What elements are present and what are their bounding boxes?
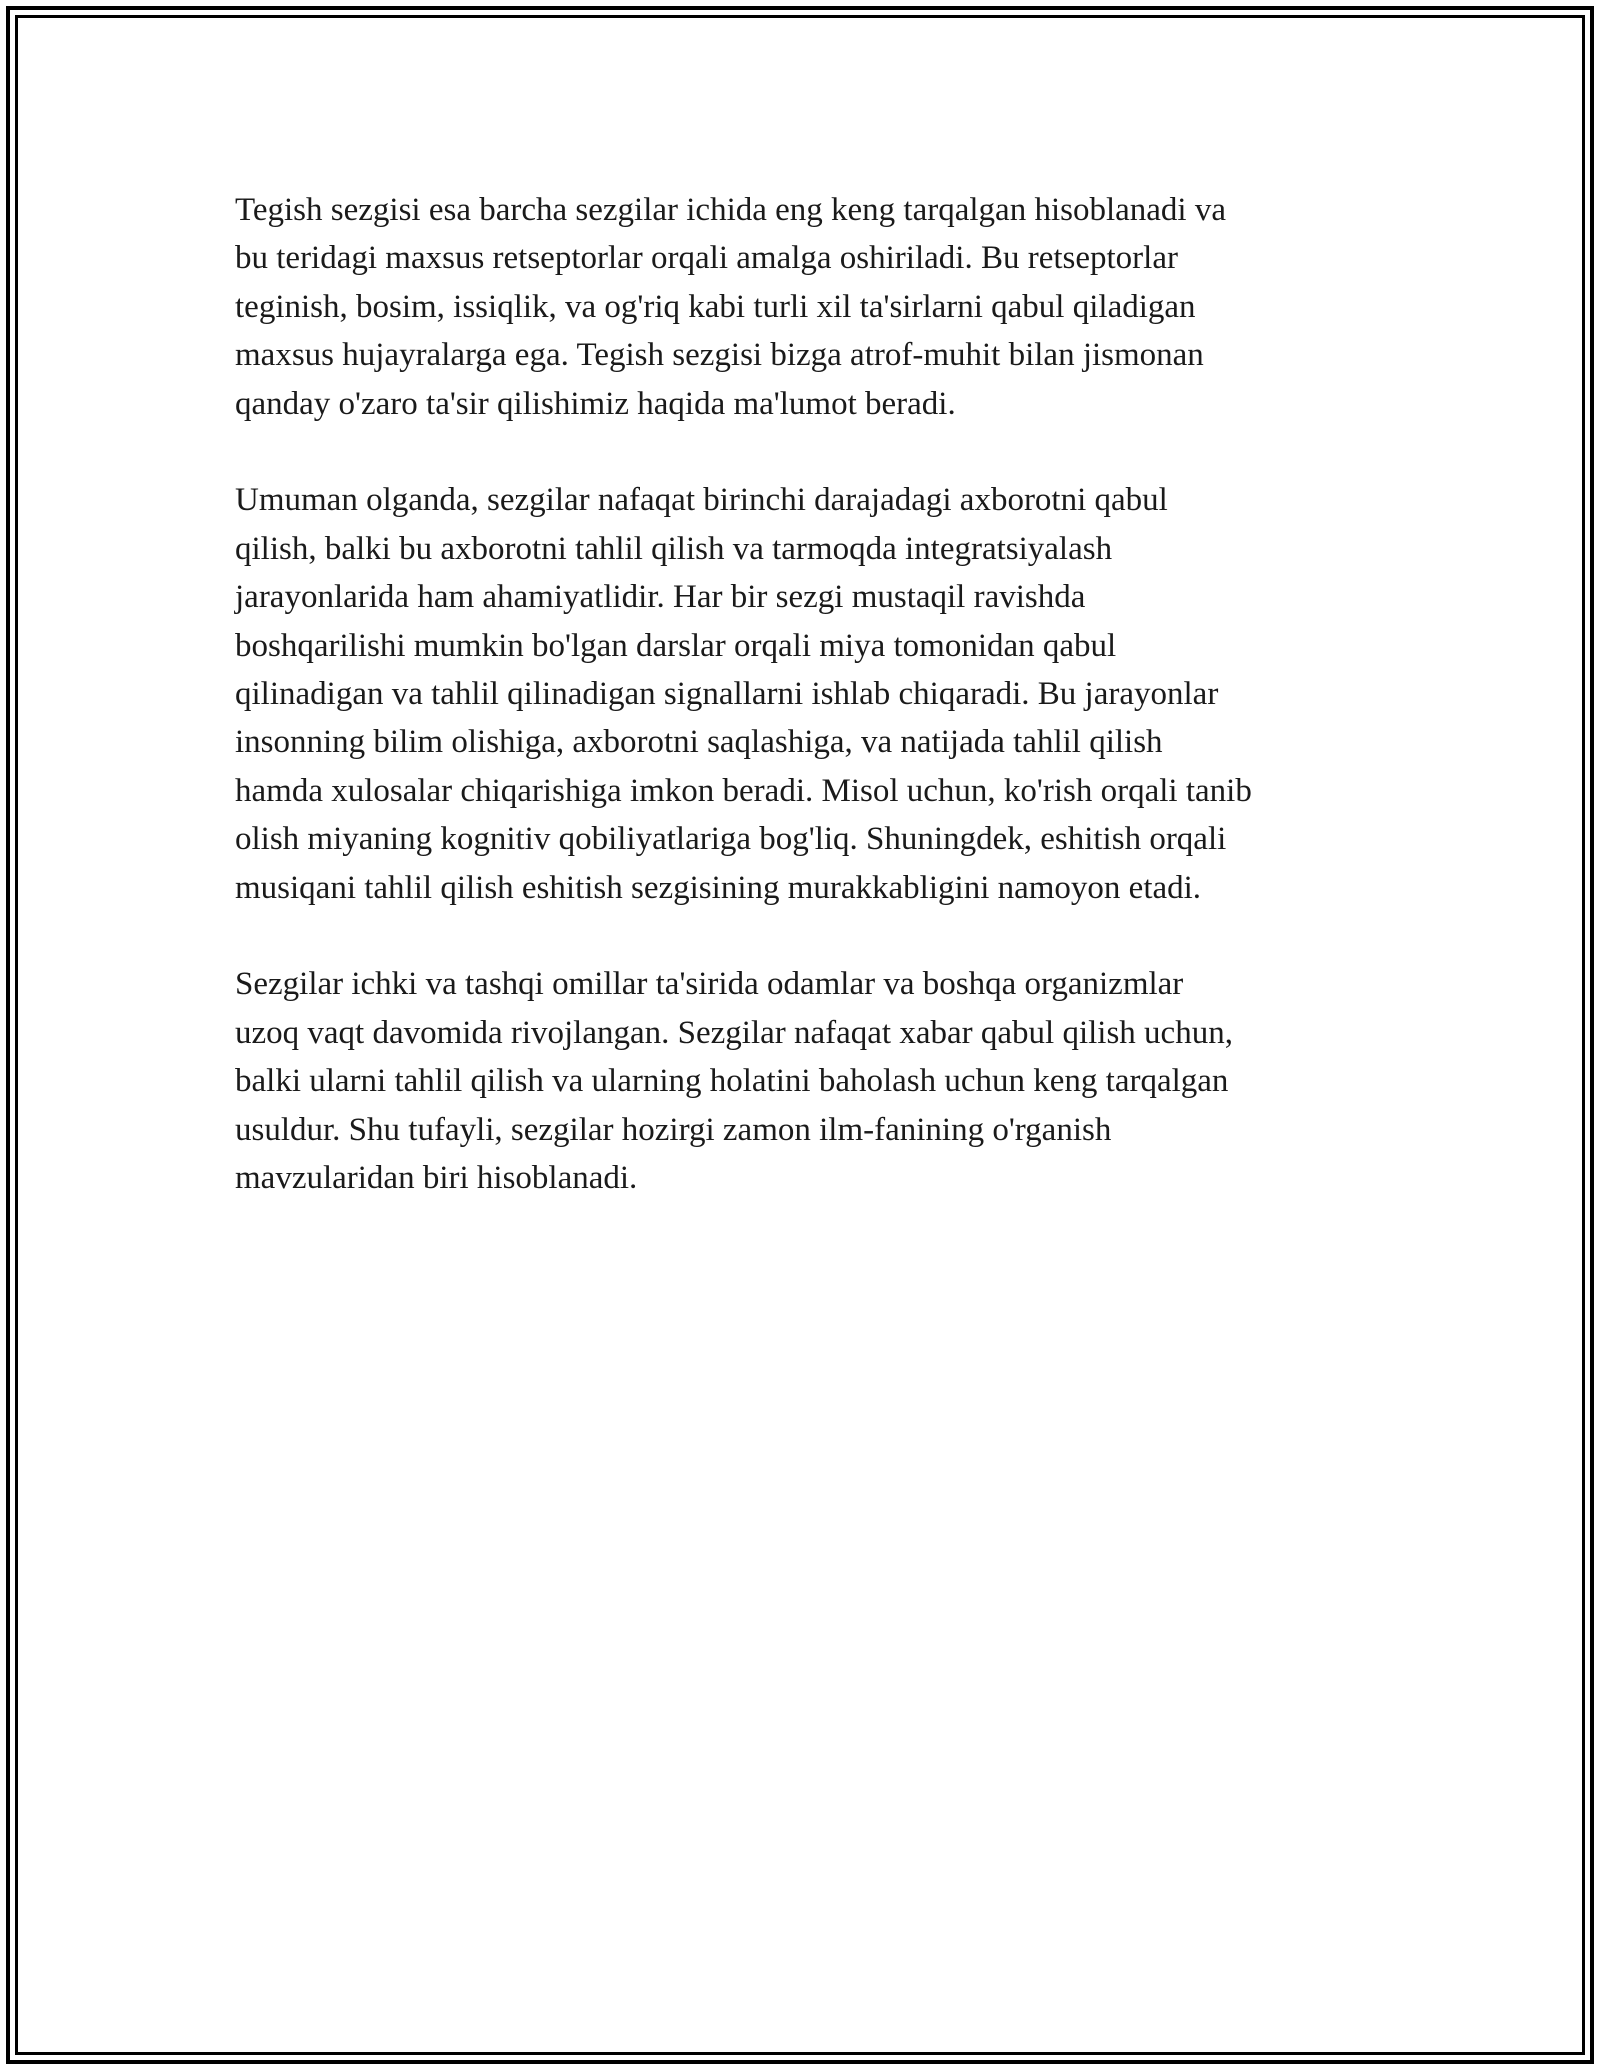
- text-line: mavzularidan biri hisoblanadi.: [235, 1160, 638, 1197]
- paragraph-3: [235, 960, 1385, 1202]
- text-line: Umuman olganda, sezgilar nafaqat birinchi darajadagi axborotni qabul: [235, 482, 1168, 519]
- text-line: Sezgilar ichki va tashqi omillar ta'sirida odamlar va boshqa organizmlar: [235, 966, 1184, 1003]
- text-line: teginish, bosim, issiqlik, va og'riq kabi turli xil ta'sirlarni qabul qiladigan: [235, 288, 1196, 325]
- text-line: bu teridagi maxsus retseptorlar orqali amalga oshiriladi. Bu retseptorlar: [235, 240, 1178, 277]
- text-line: jarayonlarida ham ahamiyatlidir. Har bir sezgi mustaqil ravishda: [235, 579, 1086, 616]
- text-line: usuldur. Shu tufayli, sezgilar hozirgi zamon ilm-fanining o'rganish: [235, 1111, 1112, 1148]
- text-line: Tegish sezgisi esa barcha sezgilar ichida eng keng tarqalgan hisoblanadi va: [235, 192, 1226, 228]
- document-body: [235, 186, 1385, 1251]
- text-line: maxsus hujayralarga ega. Tegish sezgisi bizga atrof-muhit bilan jismonan: [235, 337, 1204, 374]
- text-line: balki ularni tahlil qilish va ularning holatini baholash uchun keng tarqalgan: [235, 1063, 1229, 1100]
- paragraph-2: [235, 476, 1385, 912]
- text-line: hamda xulosalar chiqarishiga imkon beradi. Misol uchun, ko'rish orqali tanib: [235, 772, 1252, 809]
- text-line: qilinadigan va tahlil qilinadigan signallarni ishlab chiqaradi. Bu jarayonlar: [235, 676, 1219, 713]
- text-line: musiqani tahlil qilish eshitish sezgisining murakkabligini namoyon etadi.: [235, 869, 1202, 906]
- text-line: qilish, balki bu axborotni tahlil qilish va tarmoqda integratsiyalash: [235, 530, 1113, 567]
- paragraph-1: [235, 186, 1385, 428]
- text-line: boshqarilishi mumkin bo'lgan darslar orqali miya tomonidan qabul: [235, 627, 1117, 664]
- text-line: uzoq vaqt davomida rivojlangan. Sezgilar nafaqat xabar qabul qilish uchun,: [235, 1014, 1233, 1051]
- text-line: olish miyaning kognitiv qobiliyatlariga bog'liq. Shuningdek, eshitish orqali: [235, 821, 1227, 858]
- text-line: qanday o'zaro ta'sir qilishimiz haqida ma'lumot beradi.: [235, 385, 956, 422]
- text-line: insonning bilim olishiga, axborotni saqlashiga, va natijada tahlil qilish: [235, 724, 1163, 761]
